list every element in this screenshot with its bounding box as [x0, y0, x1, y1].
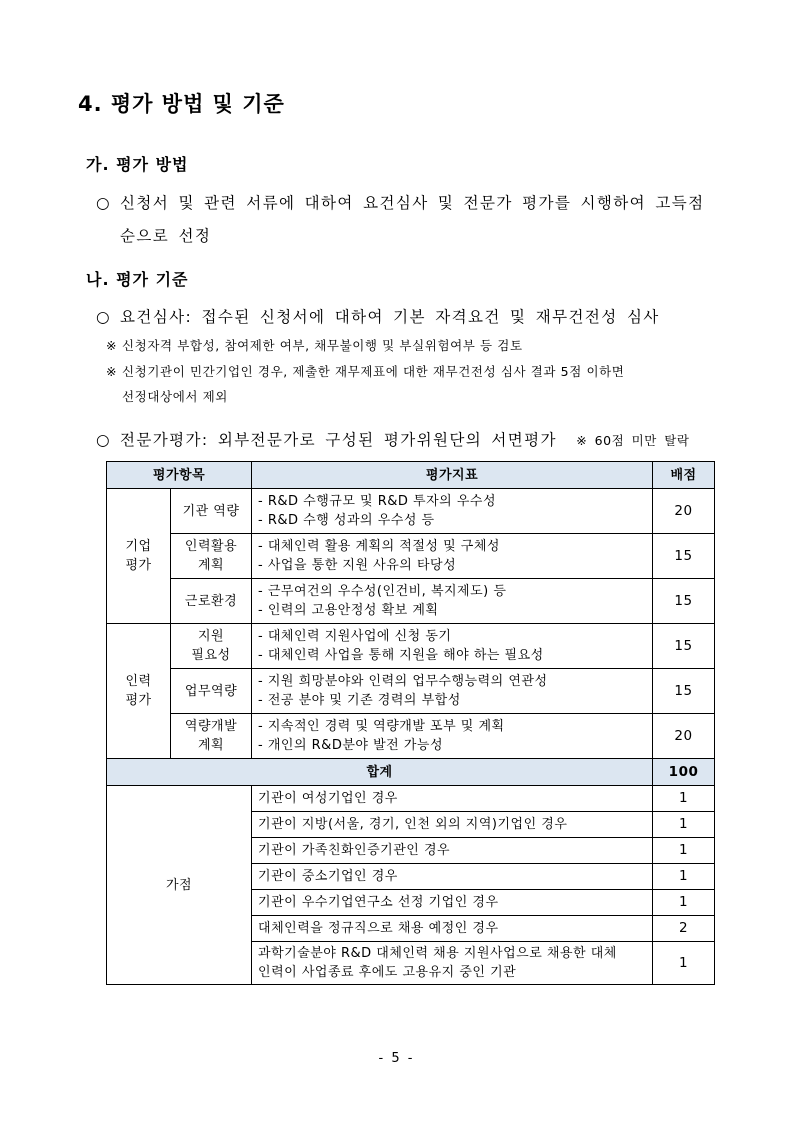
- indicator-cell: - 대체인력 지원사업에 신청 동기 - 대체인력 사업을 통해 지원을 해야 하는 필요성: [252, 624, 653, 669]
- sub-item: 근로환경: [171, 579, 252, 624]
- bonus-label: 가점: [107, 786, 252, 985]
- total-label: 합계: [107, 759, 653, 786]
- bonus-score: 1: [653, 864, 715, 890]
- note-1: [106, 336, 523, 354]
- bonus-text: 기관이 가족친화인증기관인 경우: [252, 838, 653, 864]
- bonus-text: 기관이 여성기업인 경우: [252, 786, 653, 812]
- header-indicator: 평가지표: [252, 462, 653, 489]
- bonus-score: 1: [653, 786, 715, 812]
- evaluation-table: [106, 461, 715, 985]
- indicator-cell: - R&D 수행규모 및 R&D 투자의 우수성 - R&D 수행 성과의 우수성 등: [252, 489, 653, 534]
- total-score: 100: [653, 759, 715, 786]
- bonus-text: 과학기술분야 R&D 대체인력 채용 지원사업으로 채용한 대체 인력이 사업종료 후에도 고용유지 중인 기관: [252, 942, 653, 985]
- circle-bullet-icon: ○: [96, 431, 111, 449]
- bonus-score: 2: [653, 916, 715, 942]
- reference-mark-icon: ※: [106, 338, 118, 353]
- circle-bullet-icon: ○: [96, 194, 111, 212]
- circle-bullet-icon: ○: [96, 308, 111, 326]
- note-1-text: 신청자격 부합성, 참여제한 여부, 채무불이행 및 부실위험여부 등 검토: [122, 338, 523, 353]
- table-row: [107, 489, 715, 534]
- indicator-cell: - 지속적인 경력 및 역량개발 포부 및 계획 - 개인의 R&D분야 발전 가능성: [252, 714, 653, 759]
- bonus-text: 기관이 중소기업인 경우: [252, 864, 653, 890]
- sub-item: 업무역량: [171, 669, 252, 714]
- note-2-text: 신청기관이 민간기업인 경우, 제출한 재무제표에 대한 재무건전성 심사 결과 5점 이하면: [122, 364, 625, 379]
- sub-item: 기관 역량: [171, 489, 252, 534]
- note-2-line-2: 선정대상에서 제외: [122, 389, 228, 404]
- indicator-cell: - 대체인력 활용 계획의 적절성 및 구체성 - 사업을 통한 지원 사유의 타당성: [252, 534, 653, 579]
- group-label-personnel: 인력 평가: [107, 624, 171, 759]
- method-paragraph: [96, 191, 704, 213]
- subsection-title-method: 가. 평가 방법: [86, 155, 189, 174]
- sub-item: 역량개발 계획: [171, 714, 252, 759]
- expert-note: ※ 60점 미만 탈락: [576, 433, 690, 448]
- indicator-cell: - 근무여건의 우수성(인건비, 복지제도) 등 - 인력의 고용안정성 확보 계획: [252, 579, 653, 624]
- bonus-score: 1: [653, 942, 715, 985]
- table-header-row: [107, 462, 715, 489]
- header-score: 배점: [653, 462, 715, 489]
- score-cell: 20: [653, 714, 715, 759]
- subsection-title-criteria: 나. 평가 기준: [86, 270, 189, 289]
- score-cell: 15: [653, 624, 715, 669]
- bonus-score: 1: [653, 890, 715, 916]
- table-row: [107, 534, 715, 579]
- score-cell: 20: [653, 489, 715, 534]
- bonus-row: [107, 786, 715, 812]
- score-cell: 15: [653, 669, 715, 714]
- bonus-text: 대체인력을 정규직으로 채용 예정인 경우: [252, 916, 653, 942]
- page-number: - 5 -: [378, 1051, 415, 1066]
- table-row: [107, 714, 715, 759]
- bonus-score: 1: [653, 838, 715, 864]
- bonus-text: 기관이 우수기업연구소 선정 기업인 경우: [252, 890, 653, 916]
- table-row: [107, 579, 715, 624]
- total-row: [107, 759, 715, 786]
- sub-item: 지원 필요성: [171, 624, 252, 669]
- note-2: [106, 362, 625, 380]
- requirement-review: [96, 305, 660, 327]
- requirement-text: 요건심사: 접수된 신청서에 대하여 기본 자격요건 및 재무건전성 심사: [120, 308, 660, 326]
- table-row: [107, 624, 715, 669]
- bonus-score: 1: [653, 812, 715, 838]
- table-row: [107, 669, 715, 714]
- expert-review: [96, 428, 689, 450]
- score-cell: 15: [653, 534, 715, 579]
- header-item: 평가항목: [107, 462, 252, 489]
- section-title: 4. 평가 방법 및 기준: [78, 92, 285, 116]
- score-cell: 15: [653, 579, 715, 624]
- bonus-text: 기관이 지방(서울, 경기, 인천 외의 지역)기업인 경우: [252, 812, 653, 838]
- method-line-1: 신청서 및 관련 서류에 대하여 요건심사 및 전문가 평가를 시행하여 고득점: [120, 194, 705, 212]
- sub-item: 인력활용 계획: [171, 534, 252, 579]
- method-line-2: 순으로 선정: [120, 227, 212, 245]
- reference-mark-icon: ※: [106, 364, 118, 379]
- group-label-company: 기업 평가: [107, 489, 171, 624]
- indicator-cell: - 지원 희망분야와 인력의 업무수행능력의 연관성 - 전공 분야 및 기존 경력의 부합성: [252, 669, 653, 714]
- expert-text: 전문가평가: 외부전문가로 구성된 평가위원단의 서면평가: [120, 431, 557, 449]
